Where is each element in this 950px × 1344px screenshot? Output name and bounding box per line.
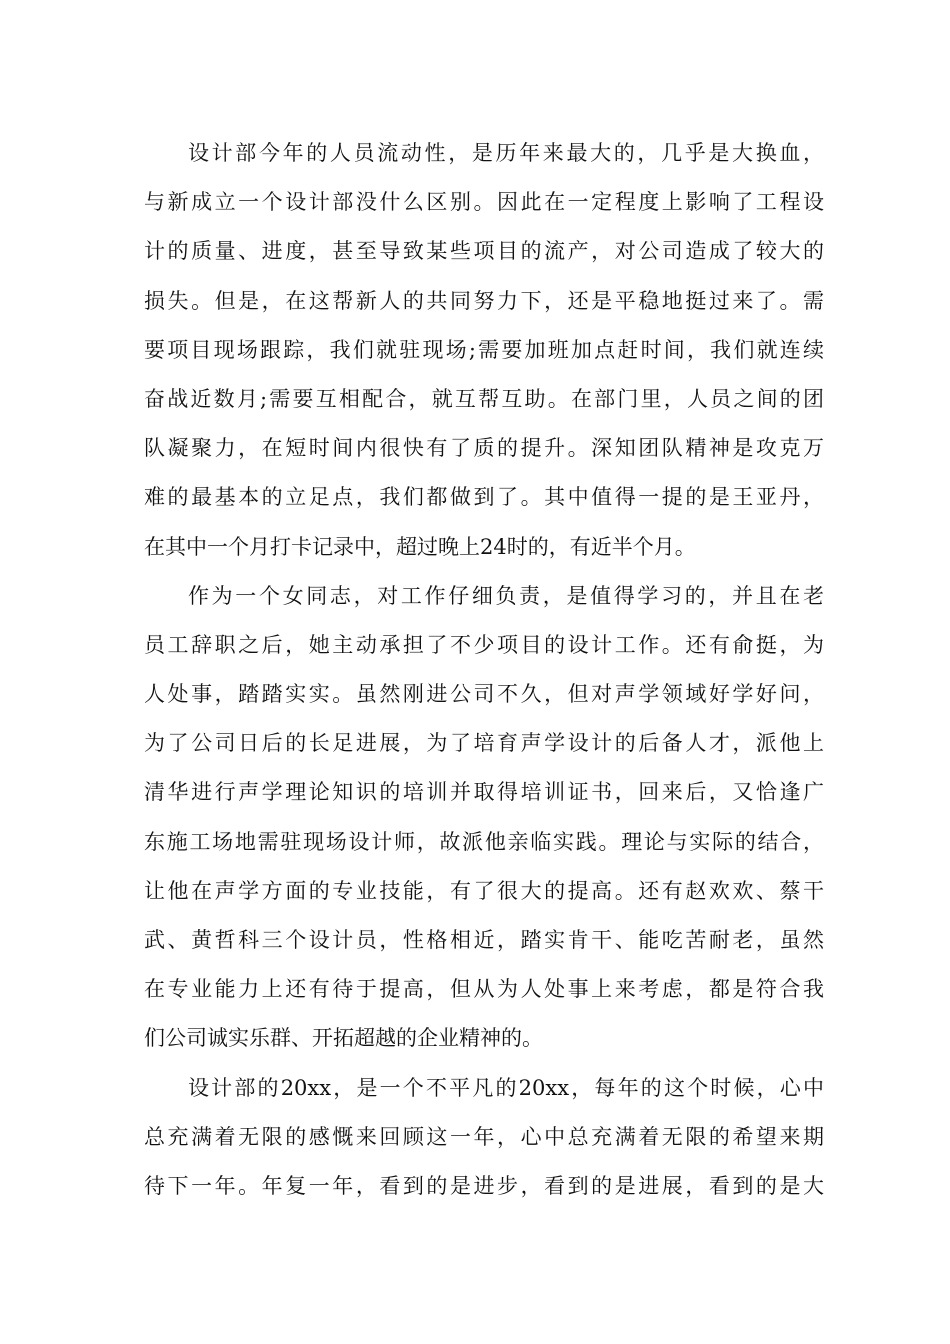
- text-line: 让他在声学方面的专业技能，有了很大的提高。还有赵欢欢、蔡干: [144, 878, 824, 903]
- document-body: [144, 129, 824, 1211]
- text-line: 设计部的20xx，是一个不平凡的20xx，每年的这个时候，心中: [188, 1075, 824, 1100]
- text-line: 奋战近数月;需要互相配合，就互帮互助。在部门里，人员之间的团: [144, 386, 824, 411]
- paragraph-1: [144, 129, 824, 572]
- text-line: 计的质量、进度，甚至导致某些项目的流产，对公司造成了较大的: [144, 239, 824, 264]
- text-line: 队凝聚力，在短时间内很快有了质的提升。深知团队精神是攻克万: [144, 436, 824, 461]
- paragraph-2: [144, 572, 824, 1064]
- text-line: 清华进行声学理论知识的培训并取得培训证书，回来后，又恰逢广: [144, 780, 824, 805]
- text-line: 在专业能力上还有待于提高，但从为人处事上来考虑，都是符合我: [144, 977, 824, 1002]
- text-line: 人处事，踏踏实实。虽然刚进公司不久，但对声学领域好学好问，: [144, 682, 824, 707]
- text-line: 在其中一个月打卡记录中，超过晚上24时的，有近半个月。: [144, 534, 696, 559]
- text-line: 们公司诚实乐群、开拓超越的企业精神的。: [144, 1026, 543, 1051]
- text-line: 员工辞职之后，她主动承担了不少项目的设计工作。还有俞挺，为: [144, 632, 824, 657]
- text-line: 作为一个女同志，对工作仔细负责，是值得学习的，并且在老: [188, 583, 824, 608]
- text-line: 为了公司日后的长足进展，为了培育声学设计的后备人才，派他上: [144, 731, 824, 756]
- text-line: 损失。但是，在这帮新人的共同努力下，还是平稳地挺过来了。需: [144, 288, 824, 313]
- text-line: 与新成立一个设计部没什么区别。因此在一定程度上影响了工程设: [144, 190, 824, 215]
- text-line: 东施工场地需驻现场设计师，故派他亲临实践。理论与实际的结合，: [144, 829, 824, 854]
- paragraph-3: [144, 1064, 824, 1212]
- text-line: 设计部今年的人员流动性，是历年来最大的，几乎是大换血，: [188, 141, 824, 165]
- text-line: 待下一年。年复一年，看到的是进步，看到的是进展，看到的是大: [144, 1173, 824, 1198]
- text-line: 武、黄哲科三个设计员，性格相近，踏实肯干、能吃苦耐老，虽然: [144, 928, 824, 952]
- text-line: 要项目现场跟踪，我们就驻现场;需要加班加点赶时间，我们就连续: [144, 337, 824, 362]
- text-line: 难的最基本的立足点，我们都做到了。其中值得一提的是王亚丹，: [144, 485, 824, 510]
- text-line: 总充满着无限的感慨来回顾这一年，心中总充满着无限的希望来期: [144, 1124, 824, 1149]
